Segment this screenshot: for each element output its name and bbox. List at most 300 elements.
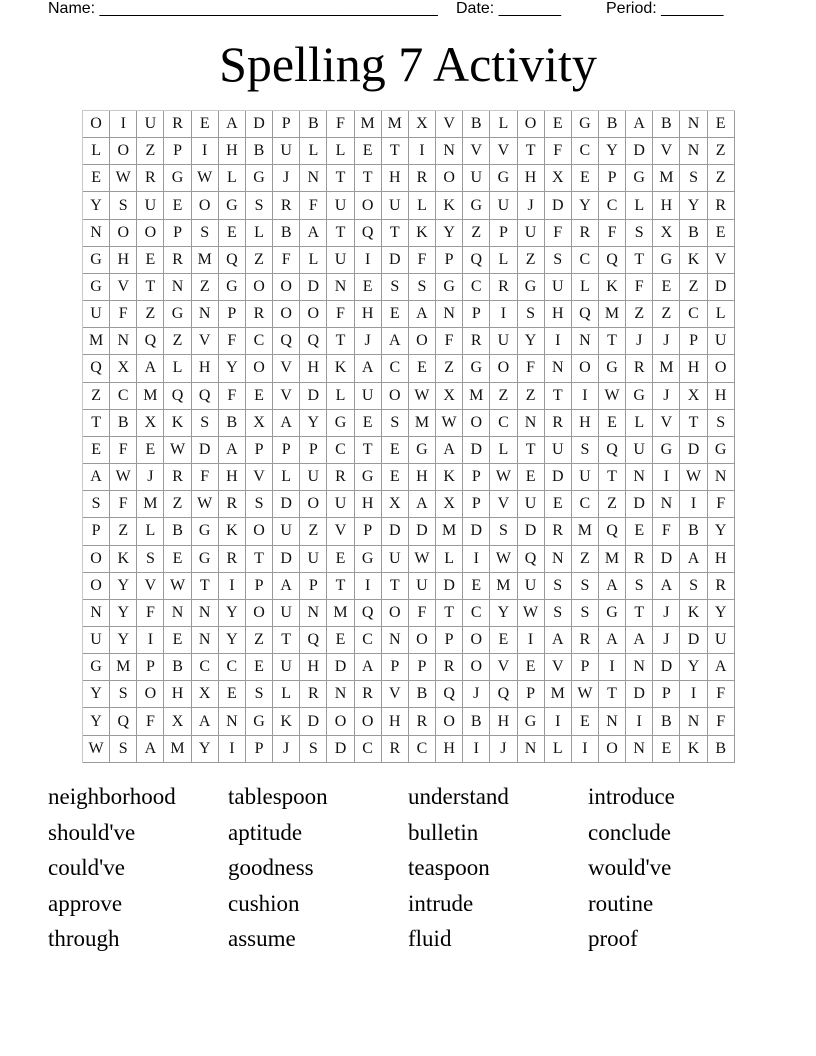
grid-cell: N xyxy=(626,654,653,681)
grid-cell: C xyxy=(355,736,382,763)
grid-cell: F xyxy=(137,600,164,627)
grid-cell: T xyxy=(327,220,354,247)
grid-cell: R xyxy=(572,220,599,247)
grid-cell: E xyxy=(355,274,382,301)
grid-cell: G xyxy=(355,464,382,491)
grid-cell: B xyxy=(680,220,707,247)
grid-cell: T xyxy=(626,247,653,274)
grid-cell: R xyxy=(626,355,653,382)
grid-cell: N xyxy=(626,736,653,763)
grid-cell: C xyxy=(355,627,382,654)
grid-cell: G xyxy=(83,247,110,274)
grid-cell: R xyxy=(327,464,354,491)
grid-cell: Q xyxy=(355,600,382,627)
grid-cell: F xyxy=(110,437,137,464)
grid-cell: S xyxy=(518,301,545,328)
grid-cell: N xyxy=(653,491,680,518)
grid-cell: L xyxy=(137,518,164,545)
grid-cell: V xyxy=(490,138,517,165)
grid-cell: J xyxy=(490,736,517,763)
grid-cell: U xyxy=(490,192,517,219)
grid-cell: Y xyxy=(490,600,517,627)
grid-cell: F xyxy=(409,247,436,274)
grid-cell: M xyxy=(490,573,517,600)
grid-cell: A xyxy=(219,111,246,138)
grid-cell: O xyxy=(110,138,137,165)
grid-cell: G xyxy=(518,274,545,301)
grid-cell: N xyxy=(708,464,735,491)
grid-cell: U xyxy=(273,600,300,627)
grid-cell: H xyxy=(355,301,382,328)
grid-cell: U xyxy=(327,247,354,274)
grid-cell: I xyxy=(409,138,436,165)
grid-cell: S xyxy=(382,274,409,301)
grid-cell: M xyxy=(436,518,463,545)
grid-cell: I xyxy=(137,627,164,654)
grid-cell: P xyxy=(463,464,490,491)
grid-cell: N xyxy=(436,138,463,165)
grid-cell: Z xyxy=(626,301,653,328)
grid-cell: U xyxy=(137,111,164,138)
page-title: Spelling 7 Activity xyxy=(219,36,597,92)
grid-cell: Q xyxy=(518,546,545,573)
grid-cell: S xyxy=(680,573,707,600)
word-list-item: should've xyxy=(48,819,136,845)
grid-cell: S xyxy=(382,410,409,437)
grid-cell: R xyxy=(355,681,382,708)
grid-cell: K xyxy=(680,600,707,627)
grid-cell: N xyxy=(518,410,545,437)
grid-cell: Y xyxy=(680,654,707,681)
grid-cell: F xyxy=(110,301,137,328)
grid-cell: A xyxy=(137,355,164,382)
grid-cell: R xyxy=(164,247,191,274)
grid-cell: Y xyxy=(708,518,735,545)
grid-cell: N xyxy=(219,708,246,735)
grid-cell: I xyxy=(572,736,599,763)
grid-cell: D xyxy=(327,736,354,763)
grid-cell: G xyxy=(219,274,246,301)
grid-cell: Q xyxy=(355,220,382,247)
grid-cell: U xyxy=(572,464,599,491)
grid-cell: O xyxy=(137,681,164,708)
grid-cell: G xyxy=(653,437,680,464)
grid-cell: G xyxy=(653,247,680,274)
grid-cell: P xyxy=(382,654,409,681)
grid-cell: Z xyxy=(708,165,735,192)
grid-cell: L xyxy=(300,138,327,165)
grid-cell: Q xyxy=(137,328,164,355)
grid-cell: B xyxy=(246,138,273,165)
grid-cell: T xyxy=(355,165,382,192)
grid-cell: T xyxy=(599,464,626,491)
grid-cell: E xyxy=(518,654,545,681)
grid-cell: K xyxy=(164,410,191,437)
grid-cell: U xyxy=(327,491,354,518)
grid-cell: T xyxy=(599,328,626,355)
grid-cell: W xyxy=(409,546,436,573)
grid-cell: S xyxy=(246,491,273,518)
word-list-item: neighborhood xyxy=(48,784,176,809)
grid-cell: C xyxy=(409,736,436,763)
grid-cell: D xyxy=(273,491,300,518)
word-list-item: understand xyxy=(408,784,509,809)
grid-cell: R xyxy=(300,681,327,708)
grid-cell: J xyxy=(653,600,680,627)
grid-cell: I xyxy=(355,247,382,274)
grid-cell: C xyxy=(246,328,273,355)
grid-cell: O xyxy=(463,627,490,654)
grid-cell: E xyxy=(599,410,626,437)
grid-cell: B xyxy=(653,111,680,138)
grid-cell: T xyxy=(273,627,300,654)
grid-cell: Z xyxy=(246,247,273,274)
grid-cell: Y xyxy=(219,355,246,382)
grid-cell: C xyxy=(680,301,707,328)
word-list-item: fluid xyxy=(408,926,452,951)
grid-cell: P xyxy=(518,681,545,708)
grid-cell: F xyxy=(327,111,354,138)
grid-cell: D xyxy=(545,464,572,491)
grid-cell: N xyxy=(110,328,137,355)
grid-cell: J xyxy=(653,383,680,410)
grid-cell: C xyxy=(382,355,409,382)
grid-cell: O xyxy=(463,410,490,437)
grid-cell: W xyxy=(490,546,517,573)
grid-cell: N xyxy=(192,600,219,627)
grid-cell: Y xyxy=(83,708,110,735)
grid-cell: M xyxy=(653,165,680,192)
grid-cell: W xyxy=(436,410,463,437)
grid-cell: Z xyxy=(518,247,545,274)
grid-cell: D xyxy=(545,192,572,219)
grid-cell: O xyxy=(599,736,626,763)
grid-cell: C xyxy=(572,247,599,274)
grid-cell: C xyxy=(572,491,599,518)
grid-cell: E xyxy=(355,410,382,437)
grid-cell: B xyxy=(463,111,490,138)
grid-cell: V xyxy=(490,654,517,681)
grid-cell: S xyxy=(545,573,572,600)
grid-cell: F xyxy=(708,491,735,518)
grid-cell: P xyxy=(409,654,436,681)
grid-cell: A xyxy=(708,654,735,681)
grid-cell: A xyxy=(409,491,436,518)
grid-cell: D xyxy=(436,573,463,600)
grid-cell: O xyxy=(273,274,300,301)
grid-cell: K xyxy=(273,708,300,735)
grid-cell: Y xyxy=(83,192,110,219)
grid-cell: A xyxy=(626,111,653,138)
grid-cell: C xyxy=(572,138,599,165)
grid-cell: H xyxy=(219,138,246,165)
grid-cell: I xyxy=(219,573,246,600)
grid-cell: S xyxy=(708,410,735,437)
grid-cell: Y xyxy=(110,573,137,600)
grid-cell: A xyxy=(409,301,436,328)
grid-cell: P xyxy=(300,573,327,600)
grid-cell: G xyxy=(490,165,517,192)
grid-cell: J xyxy=(653,328,680,355)
grid-cell: I xyxy=(490,301,517,328)
grid-cell: I xyxy=(653,464,680,491)
grid-cell: Q xyxy=(300,328,327,355)
grid-cell: W xyxy=(680,464,707,491)
grid-cell: A xyxy=(273,410,300,437)
grid-cell: J xyxy=(463,681,490,708)
grid-cell: I xyxy=(518,627,545,654)
grid-cell: R xyxy=(545,410,572,437)
word-search-grid xyxy=(82,110,735,763)
grid-cell: T xyxy=(382,138,409,165)
grid-cell: Y xyxy=(436,220,463,247)
grid-cell: M xyxy=(653,355,680,382)
grid-cell: P xyxy=(273,437,300,464)
grid-cell: E xyxy=(246,654,273,681)
grid-cell: S xyxy=(246,192,273,219)
grid-cell: F xyxy=(219,383,246,410)
grid-cell: L xyxy=(490,111,517,138)
grid-cell: A xyxy=(355,654,382,681)
grid-cell: T xyxy=(327,165,354,192)
grid-cell: W xyxy=(110,464,137,491)
grid-cell: R xyxy=(572,627,599,654)
grid-cell: D xyxy=(626,681,653,708)
grid-cell: R xyxy=(137,165,164,192)
grid-cell: O xyxy=(300,491,327,518)
grid-cell: O xyxy=(110,220,137,247)
grid-cell: U xyxy=(83,627,110,654)
grid-cell: N xyxy=(327,681,354,708)
grid-cell: H xyxy=(708,383,735,410)
grid-cell: B xyxy=(409,681,436,708)
grid-cell: Z xyxy=(246,627,273,654)
grid-cell: D xyxy=(327,654,354,681)
grid-cell: N xyxy=(192,627,219,654)
word-list-item: aptitude xyxy=(228,819,303,845)
grid-cell: U xyxy=(83,301,110,328)
grid-cell: M xyxy=(382,111,409,138)
grid-cell: S xyxy=(110,192,137,219)
grid-cell: W xyxy=(110,165,137,192)
grid-cell: N xyxy=(680,111,707,138)
grid-cell: Y xyxy=(192,736,219,763)
grid-cell: B xyxy=(164,654,191,681)
word-list-item: tablespoon xyxy=(228,784,328,809)
grid-cell: M xyxy=(355,111,382,138)
grid-cell: G xyxy=(246,165,273,192)
grid-cell: T xyxy=(137,274,164,301)
grid-cell: E xyxy=(83,437,110,464)
grid-cell: N xyxy=(572,328,599,355)
grid-cell: D xyxy=(680,437,707,464)
grid-cell: U xyxy=(708,627,735,654)
grid-cell: Q xyxy=(164,383,191,410)
grid-cell: Z xyxy=(463,220,490,247)
grid-cell: O xyxy=(490,355,517,382)
grid-cell: A xyxy=(599,573,626,600)
grid-cell: E xyxy=(164,192,191,219)
grid-cell: G xyxy=(572,111,599,138)
grid-cell: N xyxy=(83,220,110,247)
grid-cell: R xyxy=(545,518,572,545)
grid-cell: T xyxy=(626,600,653,627)
grid-cell: F xyxy=(545,138,572,165)
grid-cell: P xyxy=(300,437,327,464)
grid-cell: W xyxy=(409,383,436,410)
grid-cell: O xyxy=(463,654,490,681)
grid-cell: I xyxy=(626,708,653,735)
grid-cell: A xyxy=(83,464,110,491)
grid-cell: M xyxy=(110,654,137,681)
word-list-item: through xyxy=(48,926,120,951)
grid-cell: F xyxy=(626,274,653,301)
grid-cell: P xyxy=(83,518,110,545)
grid-cell: S xyxy=(110,736,137,763)
grid-cell: Z xyxy=(164,328,191,355)
grid-cell: D xyxy=(680,627,707,654)
grid-cell: O xyxy=(572,355,599,382)
grid-cell: O xyxy=(409,328,436,355)
grid-cell: I xyxy=(572,383,599,410)
grid-cell: D xyxy=(192,437,219,464)
grid-cell: L xyxy=(572,274,599,301)
grid-cell: P xyxy=(572,654,599,681)
grid-cell: R xyxy=(219,546,246,573)
grid-cell: U xyxy=(626,437,653,464)
grid-cell: G xyxy=(192,546,219,573)
grid-cell: O xyxy=(300,301,327,328)
grid-cell: X xyxy=(246,410,273,437)
grid-cell: Q xyxy=(599,437,626,464)
grid-cell: L xyxy=(164,355,191,382)
grid-cell: U xyxy=(518,573,545,600)
grid-cell: W xyxy=(572,681,599,708)
grid-cell: D xyxy=(463,437,490,464)
grid-cell: G xyxy=(599,600,626,627)
grid-cell: T xyxy=(192,573,219,600)
grid-cell: Z xyxy=(137,138,164,165)
grid-cell: B xyxy=(680,518,707,545)
grid-cell: K xyxy=(327,355,354,382)
grid-cell: J xyxy=(137,464,164,491)
grid-cell: L xyxy=(490,247,517,274)
student-info-header xyxy=(48,0,748,18)
grid-cell: V xyxy=(708,247,735,274)
grid-cell: Y xyxy=(599,138,626,165)
grid-cell: N xyxy=(518,736,545,763)
grid-cell: U xyxy=(382,546,409,573)
grid-cell: D xyxy=(273,546,300,573)
grid-cell: I xyxy=(680,491,707,518)
grid-cell: Q xyxy=(273,328,300,355)
grid-cell: P xyxy=(490,220,517,247)
grid-cell: C xyxy=(599,192,626,219)
grid-cell: O xyxy=(518,111,545,138)
grid-cell: X xyxy=(137,410,164,437)
grid-cell: Z xyxy=(572,546,599,573)
grid-cell: V xyxy=(382,681,409,708)
grid-cell: E xyxy=(382,301,409,328)
grid-cell: F xyxy=(653,518,680,545)
grid-cell: D xyxy=(708,274,735,301)
grid-cell: E xyxy=(490,627,517,654)
grid-cell: O xyxy=(436,708,463,735)
grid-cell: R xyxy=(626,546,653,573)
grid-cell: R xyxy=(436,654,463,681)
grid-cell: Y xyxy=(680,192,707,219)
grid-cell: F xyxy=(708,708,735,735)
grid-cell: S xyxy=(137,546,164,573)
grid-cell: R xyxy=(382,736,409,763)
grid-cell: F xyxy=(110,491,137,518)
grid-cell: M xyxy=(599,546,626,573)
grid-cell: R xyxy=(409,165,436,192)
grid-cell: S xyxy=(545,600,572,627)
grid-cell: S xyxy=(545,247,572,274)
grid-cell: U xyxy=(545,274,572,301)
grid-cell: E xyxy=(545,111,572,138)
grid-cell: W xyxy=(192,491,219,518)
grid-cell: L xyxy=(436,546,463,573)
grid-cell: U xyxy=(490,328,517,355)
grid-cell: N xyxy=(327,274,354,301)
word-list-item: goodness xyxy=(228,855,314,880)
grid-cell: O xyxy=(708,355,735,382)
grid-cell: V xyxy=(110,274,137,301)
grid-cell: S xyxy=(246,681,273,708)
grid-cell: K xyxy=(219,518,246,545)
grid-cell: C xyxy=(490,410,517,437)
grid-cell: M xyxy=(83,328,110,355)
grid-cell: T xyxy=(382,220,409,247)
grid-cell: U xyxy=(300,464,327,491)
grid-cell: R xyxy=(708,192,735,219)
grid-cell: Z xyxy=(599,491,626,518)
grid-cell: E xyxy=(382,437,409,464)
grid-cell: Y xyxy=(518,328,545,355)
grid-cell: T xyxy=(518,437,545,464)
grid-cell: R xyxy=(219,491,246,518)
grid-cell: A xyxy=(219,437,246,464)
grid-cell: H xyxy=(572,410,599,437)
grid-cell: Y xyxy=(83,681,110,708)
grid-cell: F xyxy=(219,328,246,355)
grid-cell: H xyxy=(518,165,545,192)
grid-cell: G xyxy=(355,546,382,573)
grid-cell: G xyxy=(463,192,490,219)
grid-cell: I xyxy=(545,708,572,735)
grid-cell: G xyxy=(436,274,463,301)
grid-cell: H xyxy=(110,247,137,274)
grid-cell: E xyxy=(708,111,735,138)
grid-cell: P xyxy=(273,111,300,138)
grid-cell: B xyxy=(164,518,191,545)
grid-cell: F xyxy=(192,464,219,491)
grid-cell: Q xyxy=(83,355,110,382)
grid-cell: A xyxy=(545,627,572,654)
grid-cell: L xyxy=(545,736,572,763)
grid-cell: O xyxy=(83,111,110,138)
grid-cell: L xyxy=(327,383,354,410)
grid-cell: B xyxy=(653,708,680,735)
grid-cell: Z xyxy=(192,274,219,301)
grid-cell: G xyxy=(164,301,191,328)
word-list-item: could've xyxy=(48,855,125,880)
grid-cell: E xyxy=(653,274,680,301)
grid-cell: A xyxy=(382,328,409,355)
grid-cell: J xyxy=(653,627,680,654)
